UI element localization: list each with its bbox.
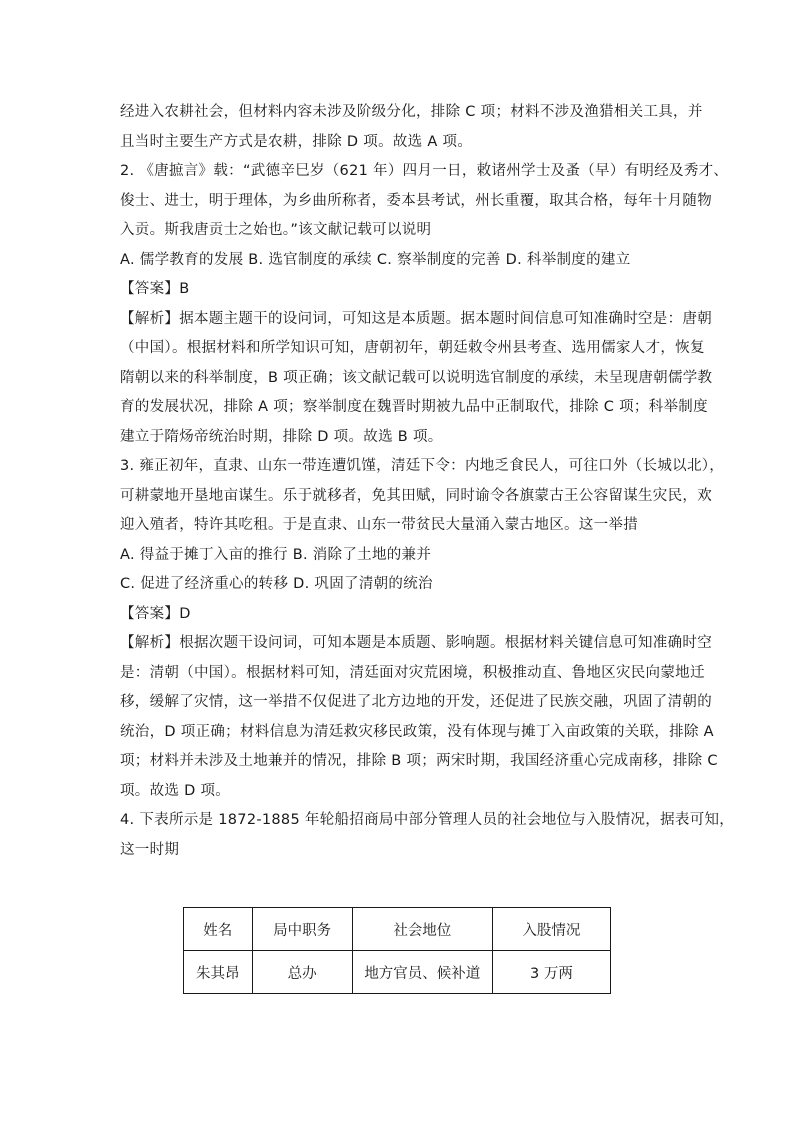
question-3-analysis: 项。故选 D 项。 xyxy=(120,782,231,799)
table-header-cell: 姓名 xyxy=(184,908,253,951)
question-2-stem: 俊士、进士，明于理体，为乡曲所称者，委本县考试，州长重覆，取其合格，每年十月随物 xyxy=(120,192,712,209)
question-2-analysis: 【解析】据本题主题干的设问词，可知这是本质题。据本题时间信息可知准确时空是：唐朝 xyxy=(120,310,712,327)
table-header-cell: 社会地位 xyxy=(352,908,492,951)
question-2-analysis: （中国）。根据材料和所学知识可知，唐朝初年，朝廷敕令州县考查、选用儒家人才，恢复 xyxy=(120,340,705,356)
question-3-analysis: 是：清朝（中国）。根据材料可知，清廷面对灾荒困境，积极推动直、鲁地区灾民向蒙地迁 xyxy=(120,664,705,681)
table-cell: 3 万两 xyxy=(492,951,610,994)
question-2-options: A. 儒学教育的发展 B. 选官制度的承续 C. 察举制度的完善 D. 科举制度的建立 xyxy=(120,251,631,268)
shareholder-table xyxy=(183,907,611,994)
question-3-analysis: 【解析】根据次题干设问词，可知本题是本质题、影响题。根据材料关键信息可知准确时空 xyxy=(120,635,712,651)
question-3-stem: 可耕蒙地开垦地亩谋生。乐于就移者，免其田赋，同时谕令各旗蒙古王公容留谋生灾民，欢 xyxy=(120,487,712,504)
question-3-stem: 3. 雍正初年，直隶、山东一带连遭饥馑，清廷下令：内地乏食民人，可往口外（长城以北）， xyxy=(120,458,725,474)
table-cell: 总办 xyxy=(252,951,352,994)
question-3-stem: 迎入殖者，特许其吃租。于是直隶、山东一带贫民大量涌入蒙古地区。这一举措 xyxy=(120,517,638,533)
table-cell: 地方官员、候补道 xyxy=(352,951,492,994)
table-header-row xyxy=(184,908,611,951)
question-3-analysis: 统治，D 项正确；材料信息为清廷救灾移民政策，没有体现与摊丁入亩政策的关联，排除 A xyxy=(120,723,714,740)
question-4-stem: 4. 下表所示是 1872-1885 年轮船招商局中部分管理人员的社会地位与入股情况，据表可知， xyxy=(120,812,735,828)
document-body xyxy=(120,98,735,865)
question-2-analysis: 建立于隋炀帝统治时期，排除 D 项。故选 B 项。 xyxy=(120,428,443,445)
question-3-analysis: 项；材料并未涉及土地兼并的情况，排除 B 项；两宋时期，我国经济重心完成南移，排除 C xyxy=(120,753,718,769)
question-2-analysis: 隋朝以来的科举制度，B 项正确；该文献记载可以说明选官制度的承续，未呈现唐朝儒学教 xyxy=(120,369,713,386)
table-header-cell: 入股情况 xyxy=(492,908,610,951)
question-3-options: A. 得益于摊丁入亩的推行 B. 消除了土地的兼并 xyxy=(120,546,432,563)
table-cell: 朱其昂 xyxy=(184,951,253,994)
question-2-stem: 入贡。斯我唐贡士之始也。”该文献记载可以说明 xyxy=(120,222,432,238)
question-4-stem: 这一时期 xyxy=(120,841,180,858)
text-line: 且当时主要生产方式是农耕，排除 D 项。故选 A 项。 xyxy=(120,133,473,150)
question-3-options: C. 促进了经济重心的转移 D. 巩固了清朝的统治 xyxy=(120,576,433,592)
table-header-cell: 局中职务 xyxy=(252,908,352,951)
table-row xyxy=(184,951,611,994)
question-3-answer: 【答案】D xyxy=(120,605,191,622)
question-2-answer: 【答案】B xyxy=(120,281,190,297)
question-2-stem: 2. 《唐摭言》载：“武德辛巳岁（621 年）四月一日，敕诸州学士及蚤（早）有明经及秀才、 xyxy=(120,163,729,179)
question-3-analysis: 移，缓解了灾情，这一举措不仅促进了北方边地的开发，还促进了民族交融，巩固了清朝的 xyxy=(120,694,712,710)
question-2-analysis: 育的发展状况，排除 A 项；察举制度在魏晋时期被九品中正制取代，排除 C 项；科举制度 xyxy=(120,399,708,415)
text-line: 经进入农耕社会，但材料内容未涉及阶级分化，排除 C 项；材料不涉及渔猎相关工具，并 xyxy=(120,104,703,120)
